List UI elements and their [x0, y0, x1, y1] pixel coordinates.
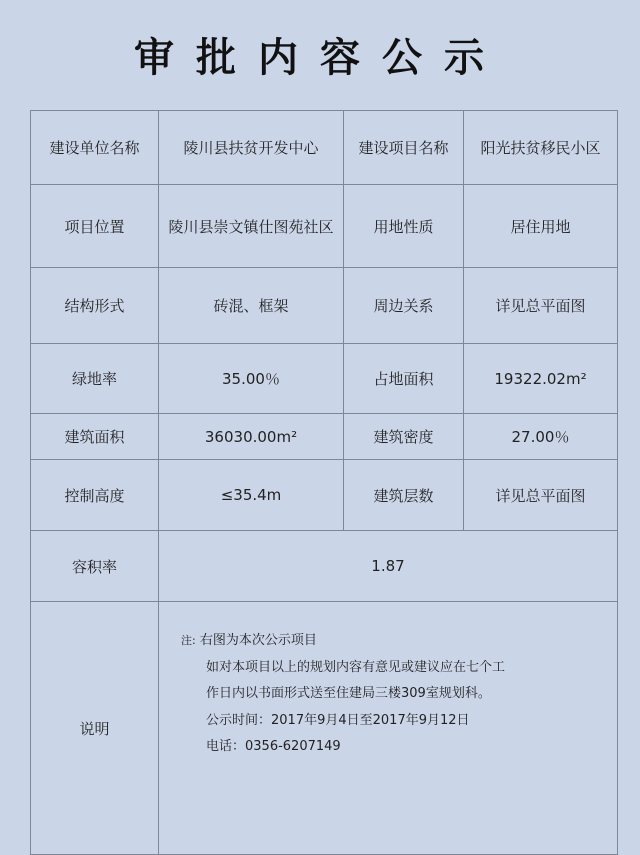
label-cell: 建设项目名称 [344, 111, 464, 185]
notes-label: 说明 [31, 602, 159, 855]
value-cell: 详见总平面图 [464, 460, 618, 531]
note-line [181, 628, 597, 655]
label-cell: 绿地率 [31, 344, 159, 414]
value-cell: 砖混、框架 [159, 268, 344, 344]
note-prefix: 注: [181, 634, 196, 647]
value-cell: 居住用地 [464, 185, 618, 268]
label-cell: 项目位置 [31, 185, 159, 268]
table-row [31, 414, 618, 460]
table-row [31, 460, 618, 531]
value-cell: 27.00％ [464, 414, 618, 460]
far-label: 容积率 [31, 531, 159, 602]
value-cell: 19322.02m² [464, 344, 618, 414]
note-line: 如对本项目以上的规划内容有意见或建议应在七个工 [206, 659, 506, 675]
note-line: 公示时间：2017年9月4日至2017年9月12日 [206, 712, 470, 728]
label-cell: 结构形式 [31, 268, 159, 344]
label-cell: 控制高度 [31, 460, 159, 531]
page-title: 审批内容公示 [134, 34, 506, 81]
label-cell: 建筑层数 [344, 460, 464, 531]
value-cell: 陵川县扶贫开发中心 [159, 111, 344, 185]
value-cell: 阳光扶贫移民小区 [464, 111, 618, 185]
table-row [31, 111, 618, 185]
value-cell: 详见总平面图 [464, 268, 618, 344]
value-cell: 陵川县崇文镇仕图苑社区 [159, 185, 344, 268]
table-row [31, 268, 618, 344]
label-cell: 建筑面积 [31, 414, 159, 460]
note-line: 电话：0356-6207149 [206, 739, 341, 754]
table-row [31, 185, 618, 268]
value-cell: 35.00％ [159, 344, 344, 414]
table-row [31, 344, 618, 414]
value-cell: ≤35.4m [159, 460, 344, 531]
table-row [31, 531, 618, 602]
label-cell: 用地性质 [344, 185, 464, 268]
label-cell: 建筑密度 [344, 414, 464, 460]
label-cell: 建设单位名称 [31, 111, 159, 185]
label-cell: 周边关系 [344, 268, 464, 344]
approval-table [30, 110, 618, 855]
far-value: 1.87 [159, 531, 618, 602]
label-cell: 占地面积 [344, 344, 464, 414]
notes-content [159, 602, 618, 855]
note-line: 作日内以书面形式送至住建局三楼309室规划科。 [206, 686, 491, 701]
value-cell: 36030.00m² [159, 414, 344, 460]
note-text: 右图为本次公示项目 [199, 633, 317, 648]
table-row [31, 602, 618, 855]
